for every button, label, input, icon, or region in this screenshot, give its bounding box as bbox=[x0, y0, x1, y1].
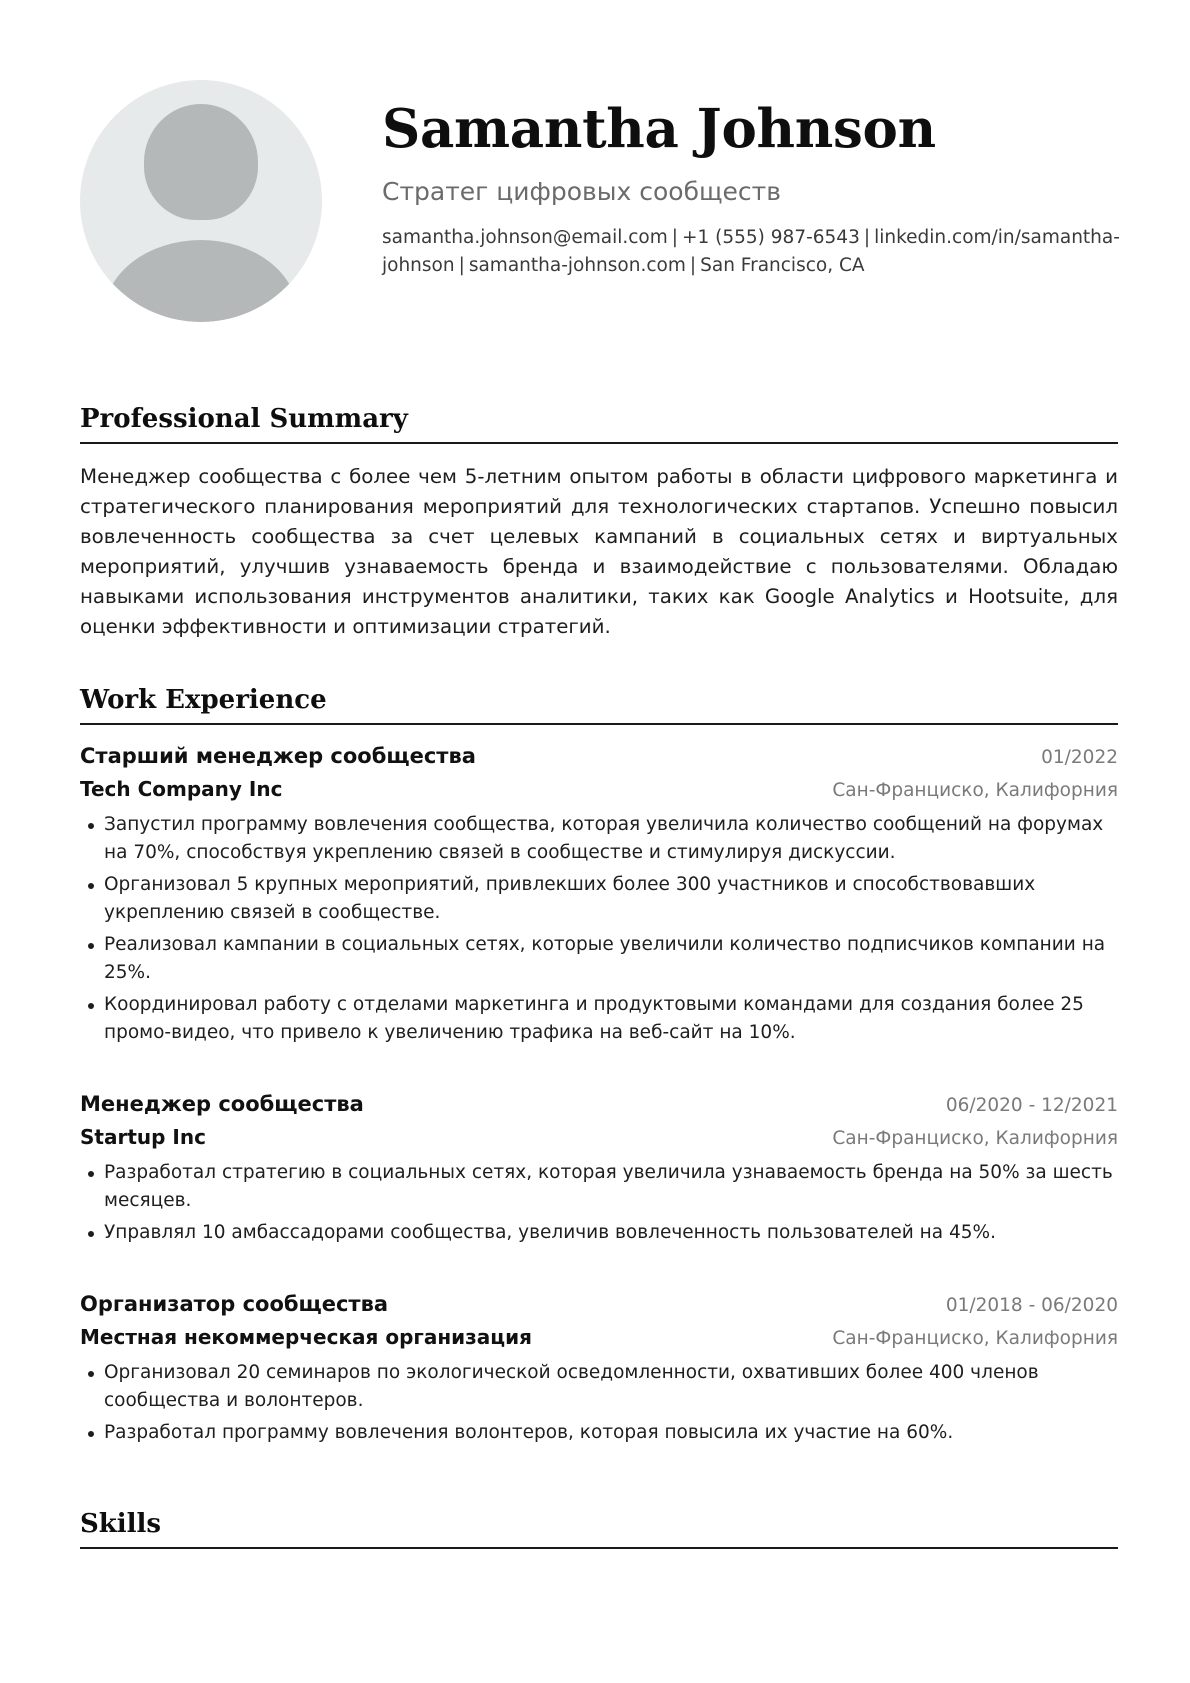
job-date: 01/2018 - 06/2020 bbox=[945, 1295, 1118, 1316]
job-location: Сан-Франциско, Калифорния bbox=[832, 780, 1118, 801]
contact-location: San Francisco, CA bbox=[700, 255, 865, 276]
job-bullet: Координировал работу с отделами маркетинга и продуктовыми командами для создания более 25 промо-видео, что привело к увеличению трафика на веб-сайт на 10%. bbox=[80, 991, 1118, 1046]
job-bullet: Запустил программу вовлечения сообщества, которая увеличила количество сообщений на форумах на 70%, способствуя укреплению связей в сообществе и стимулируя дискуссии. bbox=[80, 811, 1118, 866]
section-title-skills: Skills bbox=[80, 1507, 1118, 1549]
job-date: 01/2022 bbox=[1041, 747, 1118, 768]
avatar-head-shape bbox=[144, 104, 258, 220]
summary-text: Менеджер сообщества с более чем 5-летним опытом работы в области цифрового маркетинга и стратегического планирования мероприятий для технологических стартапов. Успешно повысил вовлеченность сообщества за счет целевых кампаний в социальных сетях и виртуальных мероприятий, улучшив узнаваемость бренда и взаимодействие с пользователями. Обладаю навыками использования инструментов аналитики, таких как Google Analytics и Hootsuite, для оценки эффективности и оптимизации стратегий. bbox=[80, 465, 1118, 638]
contact-phone[interactable]: +1 (555) 987-6543 bbox=[682, 227, 860, 248]
job-date: 06/2020 - 12/2021 bbox=[945, 1095, 1118, 1116]
job-location: Сан-Франциско, Калифорния bbox=[832, 1128, 1118, 1149]
job-entry bbox=[80, 1288, 1118, 1452]
job-title: Менеджер сообщества bbox=[80, 1092, 364, 1116]
job-bullet: Организовал 20 семинаров по экологической осведомленности, охвативших более 400 членов сообщества и волонтеров. bbox=[80, 1359, 1118, 1414]
company-name: Startup Inc bbox=[80, 1125, 206, 1149]
job-entry bbox=[80, 740, 1118, 1051]
job-title: Организатор сообщества bbox=[80, 1292, 389, 1316]
contact-email[interactable]: samantha.johnson@email.com bbox=[382, 227, 668, 248]
job-bullet: Разработал стратегию в социальных сетях, которая увеличила узнаваемость бренда на 50% за шесть месяцев. bbox=[80, 1159, 1118, 1214]
job-bullet: Управлял 10 амбассадорами сообщества, увеличив вовлеченность пользователей на 45%. bbox=[80, 1219, 1118, 1247]
contact-line bbox=[382, 224, 1122, 280]
resume-header bbox=[382, 96, 1122, 280]
job-bullets bbox=[80, 811, 1118, 1046]
contact-separator: | bbox=[863, 227, 871, 248]
contact-linkedin[interactable]: linkedin.com/in/samantha-johnson bbox=[382, 227, 1120, 276]
company-name: Местная некоммерческая организация bbox=[80, 1325, 532, 1349]
job-bullets bbox=[80, 1359, 1118, 1447]
candidate-name: Samantha Johnson bbox=[382, 98, 936, 160]
section-title-experience: Work Experience bbox=[80, 683, 1118, 725]
company-name: Tech Company Inc bbox=[80, 777, 283, 801]
contact-separator: | bbox=[458, 255, 465, 276]
contact-separator: | bbox=[671, 227, 678, 248]
job-bullet: Организовал 5 крупных мероприятий, привлекших более 300 участников и способствовавших укреплению связей в сообществе. bbox=[80, 871, 1118, 926]
job-bullet: Разработал программу вовлечения волонтеров, которая повысила их участие на 60%. bbox=[80, 1419, 1118, 1447]
job-location: Сан-Франциско, Калифорния bbox=[832, 1328, 1118, 1349]
avatar-placeholder bbox=[80, 80, 322, 322]
section-title-summary: Professional Summary bbox=[80, 402, 1118, 444]
job-title: Старший менеджер сообщества bbox=[80, 744, 476, 768]
job-bullet: Реализовал кампании в социальных сетях, которые увеличили количество подписчиков компании на 25%. bbox=[80, 931, 1118, 986]
contact-website[interactable]: samantha-johnson.com bbox=[468, 255, 686, 276]
job-entry bbox=[80, 1088, 1118, 1252]
candidate-title: Стратег цифровых сообществ bbox=[382, 177, 781, 206]
job-bullets bbox=[80, 1159, 1118, 1247]
contact-separator: | bbox=[689, 255, 697, 276]
avatar-body-shape bbox=[104, 240, 298, 322]
